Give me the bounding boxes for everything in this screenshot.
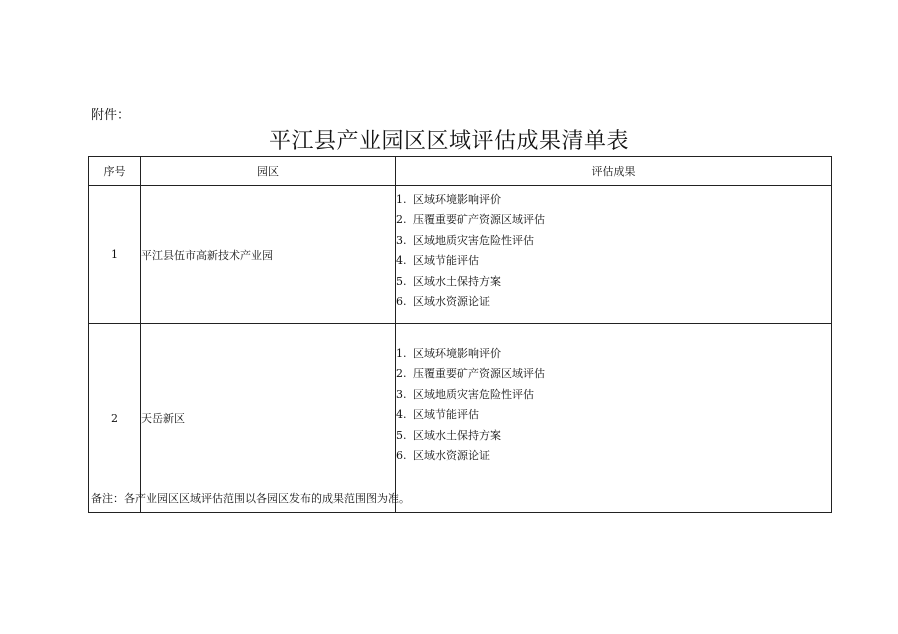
list-item: 6. 区域水资源论证 <box>396 449 490 463</box>
row-park: 天岳新区 <box>141 324 396 513</box>
document-title: 平江县产业园区区域评估成果清单表 <box>268 129 629 154</box>
row-index: 1 <box>89 186 141 324</box>
row-results <box>396 186 832 324</box>
table-header-row <box>89 157 832 186</box>
list-item: 6. 区域水资源论证 <box>396 295 490 309</box>
list-item: 2. 压覆重要矿产资源区域评估 <box>396 367 545 381</box>
results-table <box>88 156 832 513</box>
results-list <box>396 190 831 312</box>
row-park: 平江县伍市高新技术产业园 <box>141 186 396 324</box>
list-item: 1. 区域环境影响评价 <box>396 193 501 206</box>
row-results <box>396 324 832 513</box>
list-item: 3. 区域地质灾害危险性评估 <box>396 233 534 247</box>
list-item: 4. 区域节能评估 <box>396 408 479 422</box>
list-item: 2. 压覆重要矿产资源区域评估 <box>396 213 545 227</box>
list-item: 4. 区域节能评估 <box>396 254 479 268</box>
results-list <box>396 344 831 466</box>
list-item: 3. 区域地质灾害危险性评估 <box>396 387 534 401</box>
list-item: 5. 区域水土保持方案 <box>396 428 501 442</box>
list-item: 5. 区域水土保持方案 <box>396 274 501 288</box>
footnote: 备注：各产业园区区域评估范围以各园区发布的成果范围图为准。 <box>91 492 410 505</box>
list-item: 1. 区域环境影响评价 <box>396 347 501 360</box>
header-park: 园区 <box>141 157 396 186</box>
row-index: 2 <box>89 324 141 513</box>
table-row <box>89 324 832 513</box>
attachment-label: 附件： <box>91 108 131 123</box>
header-index: 序号 <box>89 157 141 186</box>
header-results: 评估成果 <box>396 157 832 186</box>
table-row <box>89 186 832 324</box>
